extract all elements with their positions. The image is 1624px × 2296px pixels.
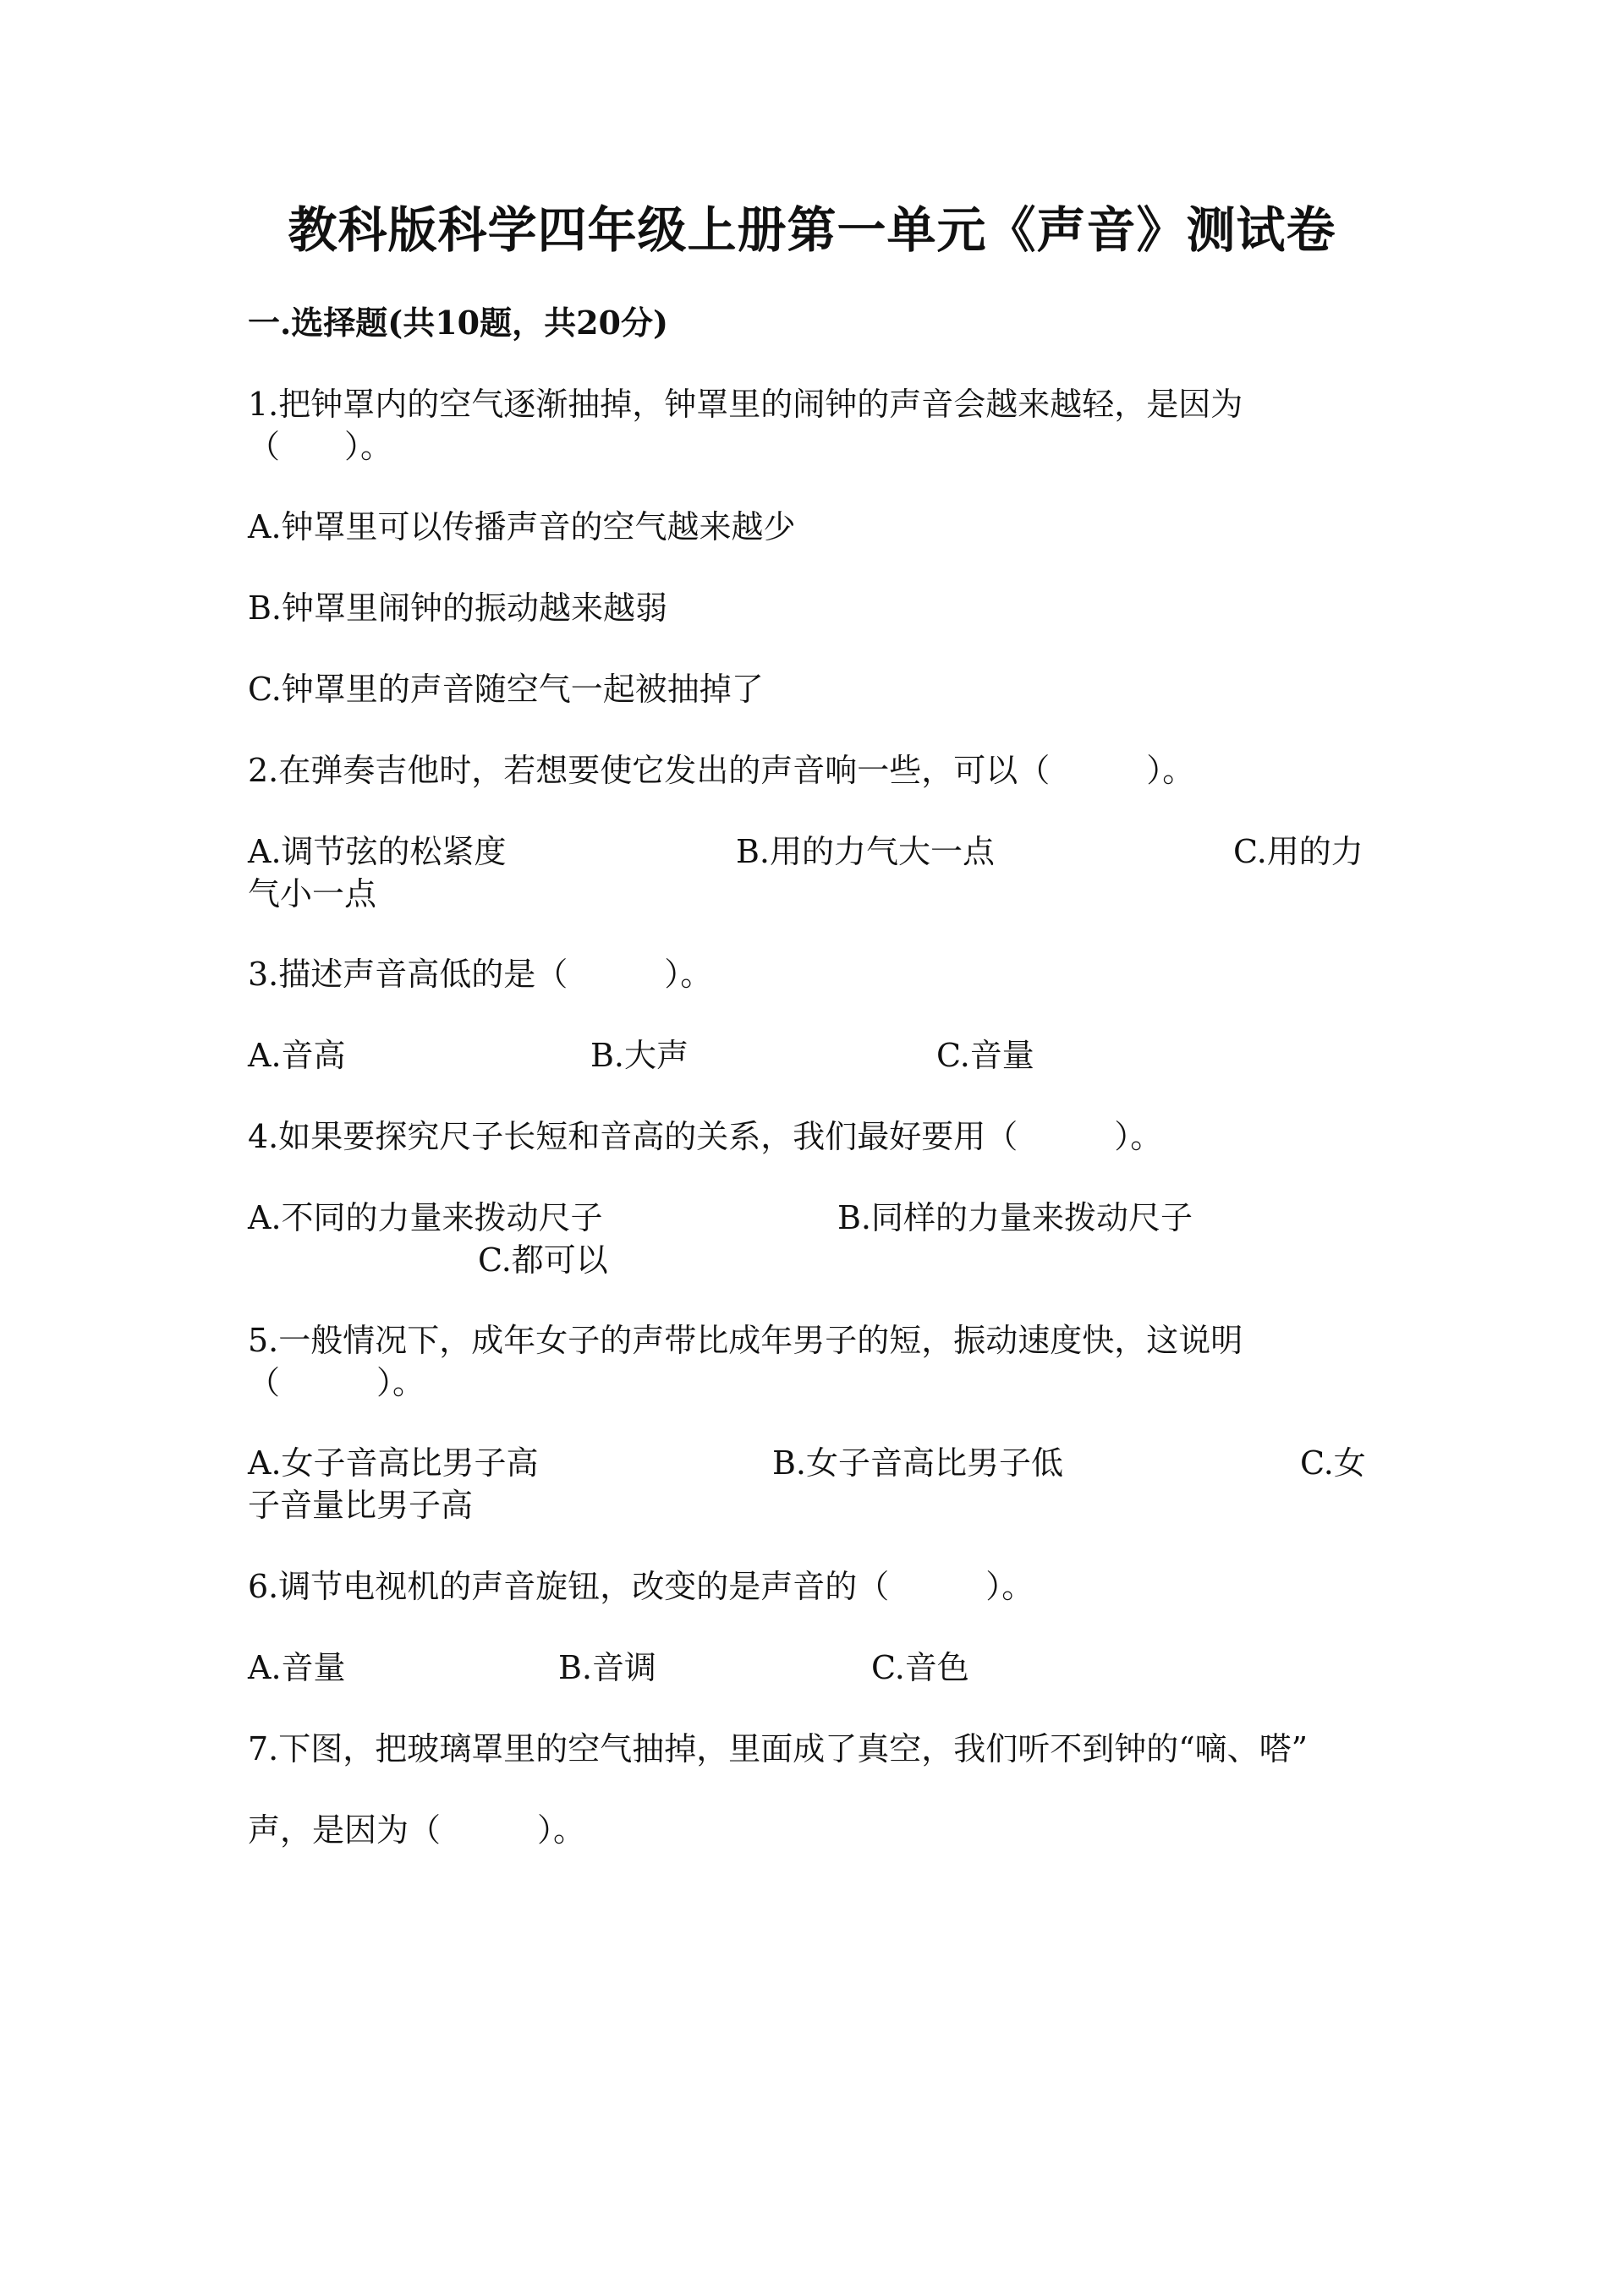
question-6-stem: 6.调节电视机的声音旋钮，改变的是声音的（ ）。 [248, 1568, 1034, 1605]
question-1-option-a: A.钟罩里可以传播声音的空气越来越少 [248, 508, 796, 545]
question-3-option-b: B.大声 [590, 1037, 689, 1074]
section-heading: 一.选择题(共10题，共20分) [248, 304, 668, 342]
question-1-option-c: C.钟罩里的声音随空气一起被抽掉了 [248, 671, 764, 708]
question-5-option-c: C.女 [1300, 1444, 1366, 1482]
question-2-option-c-wrap: 气小一点 [248, 875, 377, 912]
page-title: 教科版科学四年级上册第一单元《声音》测试卷 [288, 201, 1336, 259]
question-7-stem-continued: 声，是因为（ ）。 [248, 1811, 586, 1849]
question-5-option-b: B.女子音高比男子低 [772, 1444, 1064, 1482]
question-5-option-c-wrap: 子音量比男子高 [248, 1487, 474, 1524]
question-1-stem: 1.把钟罩内的空气逐渐抽掉，钟罩里的闹钟的声音会越来越轻，是因为 [248, 386, 1243, 423]
question-4-option-b: B.同样的力量来拨动尺子 [837, 1199, 1193, 1236]
question-2-option-a: A.调节弦的松紧度 [248, 833, 507, 870]
question-5-stem: 5.一般情况下，成年女子的声带比成年男子的短，振动速度快，这说明 [248, 1322, 1243, 1359]
question-2-stem: 2.在弹奏吉他时，若想要使它发出的声音响一些，可以（ ）。 [248, 752, 1195, 789]
question-2-option-b: B.用的力气大一点 [736, 833, 996, 870]
question-3-option-a: A.音高 [248, 1037, 346, 1074]
question-1-blank: （ ）。 [248, 428, 393, 465]
question-5-option-a: A.女子音高比男子高 [248, 1444, 539, 1482]
question-4-option-c: C.都可以 [478, 1241, 608, 1279]
question-3-option-c: C.音量 [936, 1037, 1034, 1074]
question-6-option-a: A.音量 [248, 1649, 346, 1686]
question-1-option-b: B.钟罩里闹钟的振动越来越弱 [248, 589, 668, 627]
question-7-stem: 7.下图，把玻璃罩里的空气抽掉，里面成了真空，我们听不到钟的“嘀、嗒” [248, 1730, 1309, 1767]
question-4-stem: 4.如果要探究尺子长短和音高的关系，我们最好要用（ ）。 [248, 1118, 1163, 1155]
question-2-option-c: C.用的力 [1233, 833, 1363, 870]
question-5-blank: （ ）。 [248, 1364, 425, 1401]
question-6-option-c: C.音色 [871, 1649, 969, 1686]
question-4-option-a: A.不同的力量来拨动尺子 [248, 1199, 603, 1236]
question-6-option-b: B.音调 [558, 1649, 657, 1686]
question-3-stem: 3.描述声音高低的是（ ）。 [248, 956, 713, 993]
